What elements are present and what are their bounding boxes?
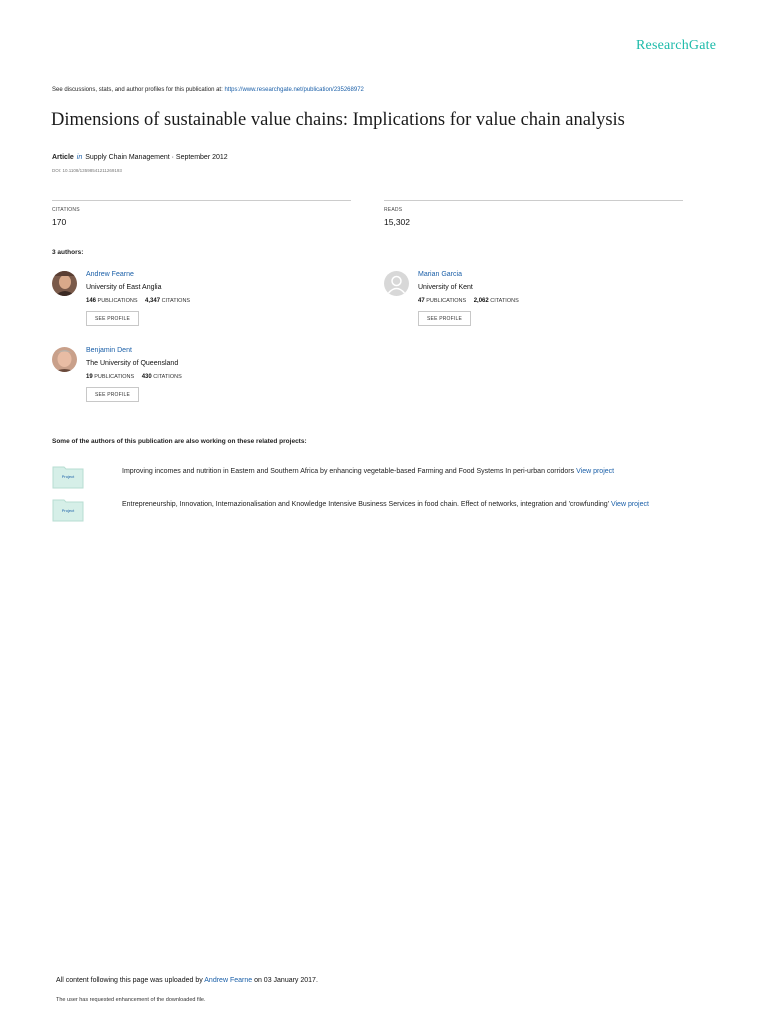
citations-count: 2,062 <box>473 298 489 304</box>
publications-count: 47 <box>418 298 425 304</box>
publications-count: 19 <box>86 374 93 380</box>
publication-url-link[interactable]: https://www.researchgate.net/publication/235268972 <box>224 87 364 93</box>
citations-value: 170 <box>52 217 67 227</box>
related-projects-heading: Some of the authors of this publication are also working on these related projects: <box>52 438 307 445</box>
author-name-link[interactable]: Benjamin Dent <box>86 347 132 354</box>
discussion-text: See discussions, stats, and author profiles for this publication at: <box>52 87 225 93</box>
reads-value: 15,302 <box>384 217 410 227</box>
project-title: Entrepreneurship, Innovation, Internazionalisation and Knowledge Intensive Business Services in food chain. Effect of networks, integration and 'crowfunding' <box>122 501 611 508</box>
publications-label: PUBLICATIONS <box>94 374 135 380</box>
citations-count: 430 <box>141 374 152 380</box>
publication-type: Article <box>52 154 74 161</box>
citations-label: CITATIONS <box>490 298 519 304</box>
author-stats <box>86 374 182 380</box>
author-institution: University of Kent <box>418 284 473 291</box>
see-profile-button[interactable]: SEE PROFILE <box>86 387 139 402</box>
publications-label: PUBLICATIONS <box>97 298 138 304</box>
uploaded-prefix: All content following this page was uploaded by <box>56 977 205 984</box>
citations-divider <box>52 200 351 201</box>
project-folder-icon <box>52 498 84 522</box>
authors-heading: 3 authors: <box>52 249 84 256</box>
author-photo-icon <box>52 271 77 296</box>
project-icon-label: Project <box>61 474 75 479</box>
project-title: Improving incomes and nutrition in Eastern and Southern Africa by enhancing vegetable-based Farming and Food Systems In peri-urban corridors <box>122 468 577 475</box>
researchgate-logo[interactable]: ResearchGate <box>636 38 717 53</box>
author-institution: The University of Queensland <box>86 360 179 367</box>
author-name-link[interactable]: Marian Garcia <box>418 271 462 278</box>
uploader-link[interactable]: Andrew Fearne <box>204 977 253 984</box>
citations-count: 4,347 <box>145 298 161 304</box>
publications-label: PUBLICATIONS <box>426 298 467 304</box>
doi: DOI: 10.1108/13598541211269193 <box>52 168 122 173</box>
citations-label: CITATIONS <box>153 374 182 380</box>
reads-label: READS <box>384 207 403 213</box>
default-avatar-icon <box>384 271 409 296</box>
citations-label: CITATIONS <box>52 207 80 213</box>
project-description <box>122 498 712 511</box>
publication-title: Dimensions of sustainable value chains: Implications for value chain analysis <box>51 110 625 130</box>
author-photo-icon <box>52 347 77 372</box>
enhancement-note: The user has requested enhancement of the downloaded file. <box>56 997 206 1003</box>
discussion-line <box>52 87 364 93</box>
citations-label: CITATIONS <box>161 298 191 304</box>
avatar[interactable] <box>52 271 77 296</box>
in-label: in <box>76 154 83 161</box>
project-icon-label: Project <box>61 508 75 513</box>
project-folder-icon <box>52 465 84 489</box>
avatar[interactable] <box>52 347 77 372</box>
reads-divider <box>384 200 683 201</box>
avatar[interactable] <box>384 271 409 296</box>
publication-meta <box>52 154 228 161</box>
publications-count: 146 <box>86 298 97 304</box>
uploaded-suffix: on 03 January 2017. <box>252 977 318 984</box>
author-stats <box>418 298 519 304</box>
author-institution: University of East Anglia <box>86 284 162 291</box>
journal-link[interactable]: Supply Chain Management · September 2012 <box>85 154 228 161</box>
author-name-link[interactable]: Andrew Fearne <box>86 271 134 278</box>
author-stats <box>86 298 190 304</box>
uploaded-note <box>56 977 318 984</box>
project-description <box>122 465 712 478</box>
see-profile-button[interactable]: SEE PROFILE <box>86 311 139 326</box>
view-project-link[interactable]: View project <box>610 501 649 508</box>
see-profile-button[interactable]: SEE PROFILE <box>418 311 471 326</box>
view-project-link[interactable]: View project <box>576 468 615 475</box>
